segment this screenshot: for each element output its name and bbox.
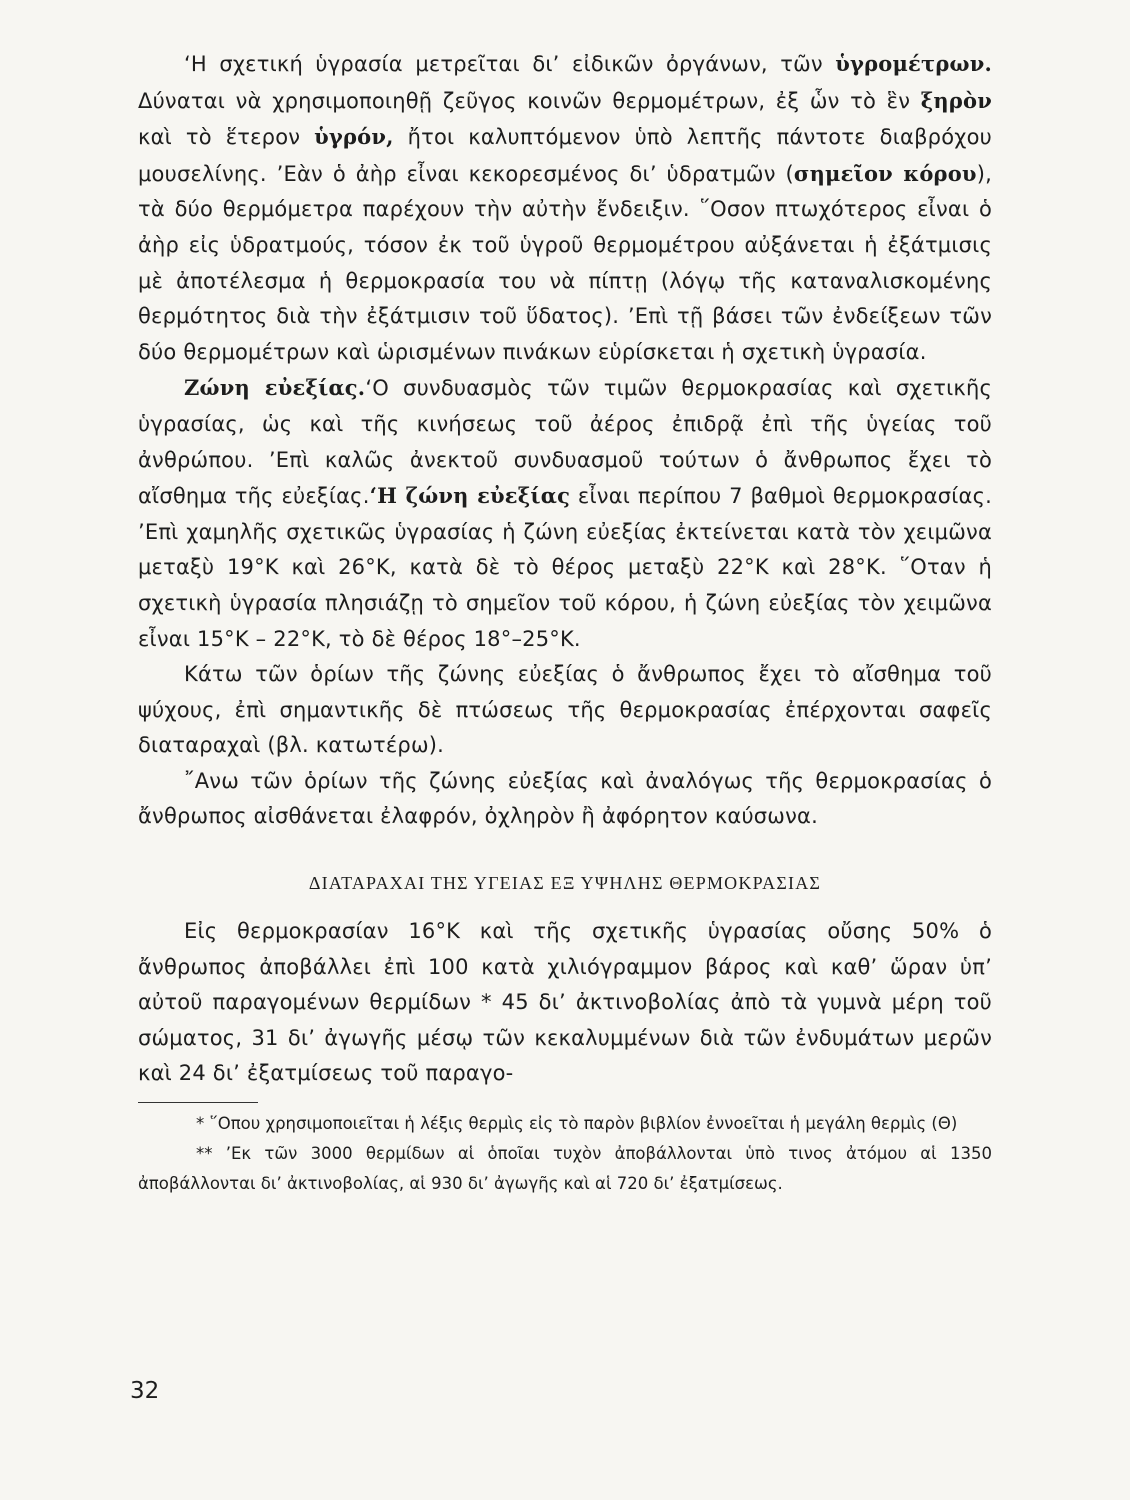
bold-term: σημεῖον κόρου [793, 160, 977, 186]
paragraph-hygrometry [138, 46, 992, 370]
footnote-divider [138, 1102, 258, 1103]
bold-term: ξηρὸν [920, 87, 992, 113]
paragraph-above-zone: ῎Ανω τῶν ὁρίων τῆς ζώνης εὐεξίας καὶ ἀναλόγως τῆς θερμοκρασίας ὁ ἄνθρωπος αἰσθάνεται ἐλαφρόν, ὀχληρὸν ἢ ἀφόρητον καύσωνα. [138, 768, 992, 829]
paragraph-comfort-zone [138, 370, 992, 657]
text-run: καὶ τὸ ἕτερον [138, 125, 315, 150]
bold-term: Ζώνη εὐεξίας. [184, 375, 366, 401]
text-run: εἶναι περίπου 7 βαθμοὶ θερμοκρασίας. ’Επὶ χαμηλῆς σχετικῶς ὑγρασίας ἡ ζώνη εὐεξίας ἐκτείνεται κατὰ τὸν χειμῶνα μεταξὺ 19°Κ καὶ 26°Κ, κατὰ δὲ τὸ θέρος μεταξὺ 22°Κ καὶ 28°Κ. ῞Οταν ἡ σχετικὴ ὑγρασία πλησιάζῃ τὸ σημεῖον τοῦ κόρου, ἡ ζώνη εὐεξίας τὸν χειμῶνα εἶναι 15°Κ – 22°Κ, τὸ δὲ θέρος 18°–25°Κ. [138, 484, 992, 651]
bold-term: ὑγρόν, [314, 124, 394, 150]
text-run: Δύναται νὰ χρησιμοποιηθῇ ζεῦγος κοινῶν θερμομέτρων, ἐξ ὧν τὸ ἓν [138, 88, 921, 113]
footnote-1: * ῞Οπου χρησιμοποιεῖται ἡ λέξις θερμὶς εἰς τὸ παρὸν βιβλίον ἐννοεῖται ἡ μεγάλη θερμὶς (Θ) [196, 1114, 958, 1134]
footnote-2: ** ’Εκ τῶν 3000 θερμίδων αἱ ὁποῖαι τυχὸν ἀποβάλλονται ὑπὸ τινος ἀτόμου αἱ 1350 ἀποβάλλονται δι’ ἀκτινοβολίας, αἱ 930 δι’ ἀγωγῆς καὶ αἱ 720 δι’ ἐξατμίσεως. [138, 1144, 992, 1194]
text-run: ‘Ο συνδυασμὸς τῶν τιμῶν θερμοκρασίας καὶ σχετικῆς ὑγρασίας, ὡς καὶ τῆς κινήσεως τοῦ ἀέρος ἐπιδρᾷ ἐπὶ τῆς ὑγείας τοῦ ἀνθρώπου. ’Επὶ καλῶς ἀνεκτοῦ συνδυασμοῦ τούτων ὁ ἄνθρωπος ἔχει τὸ αἴσθημα τῆς εὐεξίας. [138, 376, 992, 509]
bold-term: ‘Η ζώνη εὐεξίας [369, 483, 571, 509]
bold-term: ὑγρομέτρων. [835, 51, 992, 76]
page-number: 32 [130, 1378, 160, 1404]
text-run: ἤτοι καλυπτόμενον ὑπὸ λεπτῆς πάντοτε διαβρόχου μουσελίνης. ’Εὰν ὁ ἀὴρ εἶναι κεκορεσμένος δι’ ὑδρατμῶν ( [138, 125, 992, 186]
text-run: ‘Η σχετική ὑγρασία μετρεῖται δι’ εἰδικῶν ὀργάνων, τῶν [184, 52, 836, 76]
section-heading: ΔΙΑΤΑΡΑΧΑΙ ΤΗΣ ΥΓΕΙΑΣ ΕΞ ΥΨΗΛΗΣ ΘΕΡΜΟΚΡΑΣΙΑΣ [308, 873, 822, 894]
paragraph-below-zone: Κάτω τῶν ὁρίων τῆς ζώνης εὐεξίας ὁ ἄνθρωπος ἔχει τὸ αἴσθημα τοῦ ψύχους, ἐπὶ σημαντικῆς δὲ πτώσεως τῆς θερμοκρασίας ἐπέρχονται σαφεῖς διαταραχαὶ (βλ. κατωτέρω). [138, 662, 992, 758]
paragraph-heat-loss: Εἰς θερμοκρασίαν 16°Κ καὶ τῆς σχετικῆς ὑγρασίας οὔσης 50% ὁ ἄνθρωπος ἀποβάλλει ἐπὶ 100 κατὰ χιλιόγραμμον βάρος καὶ καθ’ ὥραν ὑπ’ αὐτοῦ παραγομένων θερμίδων * 45 δι’ ἀκτινοβολίας ἀπὸ τὰ γυμνὰ μέρη τοῦ σώματος, 31 δι’ ἀγωγῆς μέσῳ τῶν κεκαλυμμένων διὰ τῶν ἐνδυμάτων μερῶν καὶ 24 δι’ ἐξατμίσεως τοῦ παραγο- [138, 919, 992, 1086]
text-run: ), τὰ δύο θερμόμετρα παρέχουν τὴν αὐτὴν ἔνδειξιν. ῞Οσον πτωχότερος εἶναι ὁ ἀὴρ εἰς ὑδρατμούς, τόσον ἐκ τοῦ ὑγροῦ θερμομέτρου αὐξάνεται ἡ ἐξάτμισις μὲ ἀποτέλεσμα ἡ θερμοκρασία του νὰ πίπτῃ (λόγῳ τῆς καταναλισκομένης θερμότητος διὰ τὴν ἐξάτμισιν τοῦ ὕδατος). ’Επὶ τῇ βάσει τῶν ἐνδείξεων τῶν δύο θερμομέτρων καὶ ὡρισμένων πινάκων εὑρίσκεται ἡ σχετικὴ ὑγρασία. [138, 161, 992, 364]
